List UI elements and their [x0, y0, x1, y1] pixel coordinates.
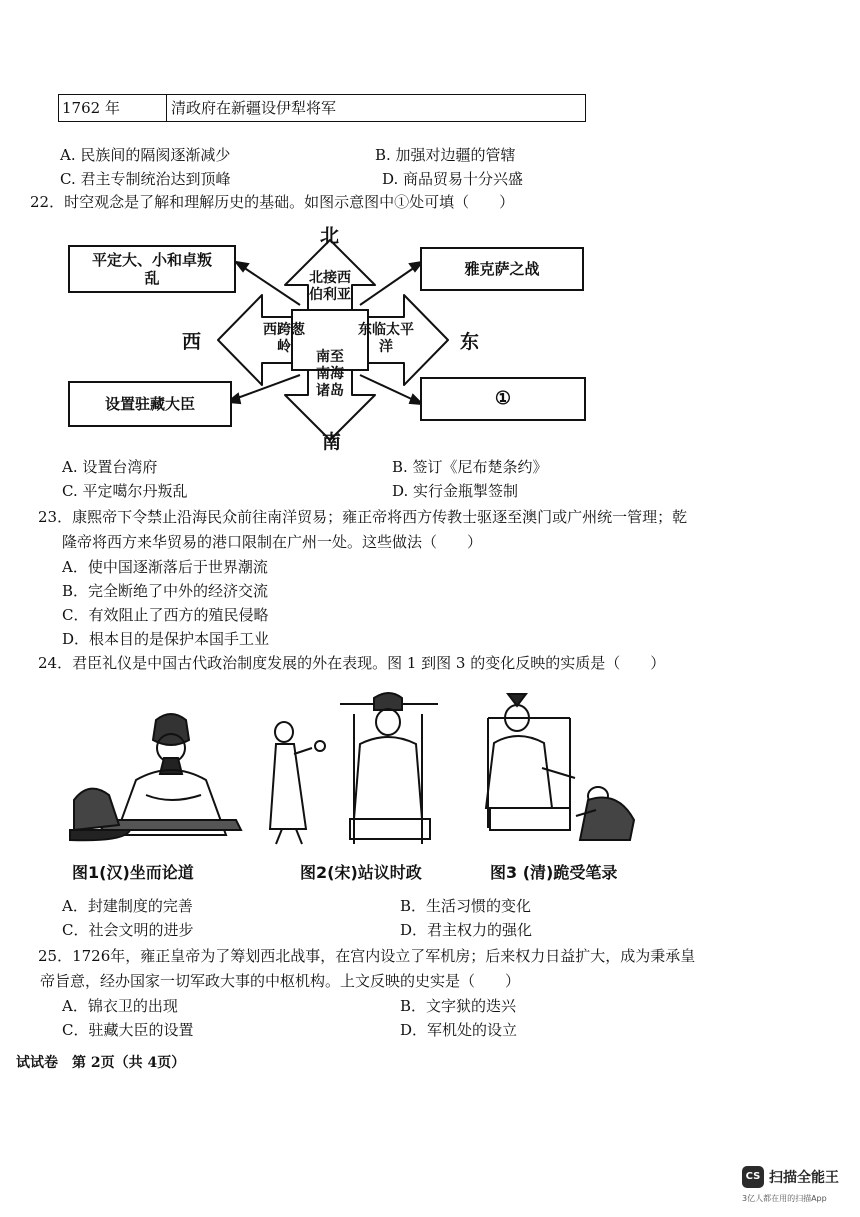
q22-option-b: B. 签订《尼布楚条约》: [392, 458, 548, 476]
q24-option-d: D．君主权力的强化: [400, 921, 533, 939]
figure-2-caption: 图2(宋)站议时政: [300, 863, 422, 882]
q24-option-a: A．封建制度的完善: [62, 897, 193, 915]
page-footer: 试试卷 第 2页（共 4页）: [16, 1055, 186, 1071]
q22-option-c: C. 平定噶尔丹叛乱: [62, 482, 188, 500]
q22-stem: 22．时空观念是了解和理解历史的基础。如图示意图中①处可填（ ）: [30, 193, 515, 211]
scanner-logo-tagline: 3亿人都在用的扫描App: [742, 1194, 827, 1203]
q25-stem-line1: 25．1726年，雍正皇帝为了筹划西北战事，在宫内设立了军机房；后来权力日益扩大，成为秉承皇: [38, 947, 696, 965]
center-east-text: 东临太平洋: [358, 322, 414, 355]
figure-1-han-illustration: [66, 700, 246, 850]
q24-option-c: C．社会文明的进步: [62, 921, 194, 939]
q25-option-a: A．锦衣卫的出现: [62, 997, 178, 1015]
direction-west-label: 西: [182, 331, 202, 353]
q24-stem: 24．君臣礼仪是中国古代政治制度发展的外在表现。图 1 到图 3 的变化反映的实质是（ ）: [38, 654, 666, 672]
figure-3-caption: 图3 (清)跪受笔录: [490, 863, 618, 882]
scanner-logo: [742, 1166, 839, 1188]
figure-3-qing-illustration: [480, 688, 645, 850]
scanner-logo-name: 扫描全能王: [769, 1170, 839, 1186]
box-top-left-text: 平定大、小和卓叛乱: [92, 251, 213, 287]
scanner-logo-icon: CS: [742, 1166, 764, 1188]
direction-north-label: 北: [320, 225, 340, 247]
q23-option-a: A．使中国逐渐落后于世界潮流: [62, 558, 268, 576]
box-top-left: [68, 245, 236, 293]
center-north-text: 北接西伯利亚: [309, 270, 351, 303]
q24-option-b: B．生活习惯的变化: [400, 897, 532, 915]
figure-2-song-illustration: [262, 684, 447, 850]
q25-option-c: C．驻藏大臣的设置: [62, 1021, 194, 1039]
q23-option-d: D．根本目的是保护本国手工业: [62, 630, 270, 648]
q21-option-c: C. 君主专制统治达到顶峰: [60, 170, 231, 188]
center-west-text: 西跨葱岭: [263, 322, 305, 355]
direction-south-label: 南: [322, 431, 342, 453]
table-event-cell: 清政府在新疆设伊犁将军: [171, 99, 337, 117]
q23-stem-line1: 23．康熙帝下令禁止沿海民众前往南洋贸易；雍正帝将西方传教士驱逐至澳门或广州统一管理；乾: [38, 508, 688, 526]
center-south-text: 南至南海诸岛: [316, 349, 344, 399]
q25-stem-line2: 帝旨意，经办国家一切军政大事的中枢机构。上文反映的史实是（ ）: [40, 972, 521, 990]
box-top-right: [420, 247, 584, 291]
q23-option-b: B．完全断绝了中外的经济交流: [62, 582, 269, 600]
q23-stem-line2: 隆帝将西方来华贸易的港口限制在广州一处。这些做法（ ）: [62, 533, 483, 551]
table-year-cell: 1762 年: [59, 95, 167, 121]
q21-option-b: B. 加强对边疆的管辖: [375, 146, 516, 164]
direction-east-label: 东: [460, 331, 480, 353]
q22-option-a: A. 设置台湾府: [62, 458, 158, 476]
box-top-right-text: 雅克萨之战: [464, 260, 540, 278]
q22-option-d: D. 实行金瓶掣签制: [392, 482, 519, 500]
box-bottom-right-text: ①: [494, 388, 512, 409]
event-table-row: [58, 94, 586, 122]
figure-1-caption: 图1(汉)坐而论道: [72, 863, 194, 882]
q21-option-a: A. 民族间的隔阂逐渐减少: [60, 146, 231, 164]
q25-option-b: B．文字狱的迭兴: [400, 997, 517, 1015]
q25-option-d: D．军机处的设立: [400, 1021, 518, 1039]
q22-territory-diagram: [0, 215, 860, 453]
box-bottom-left-text: 设置驻藏大臣: [104, 395, 195, 413]
q23-option-c: C．有效阻止了西方的殖民侵略: [62, 606, 269, 624]
box-bottom-left: [68, 381, 232, 427]
box-bottom-right: [420, 377, 586, 421]
q21-option-d: D. 商品贸易十分兴盛: [382, 170, 524, 188]
